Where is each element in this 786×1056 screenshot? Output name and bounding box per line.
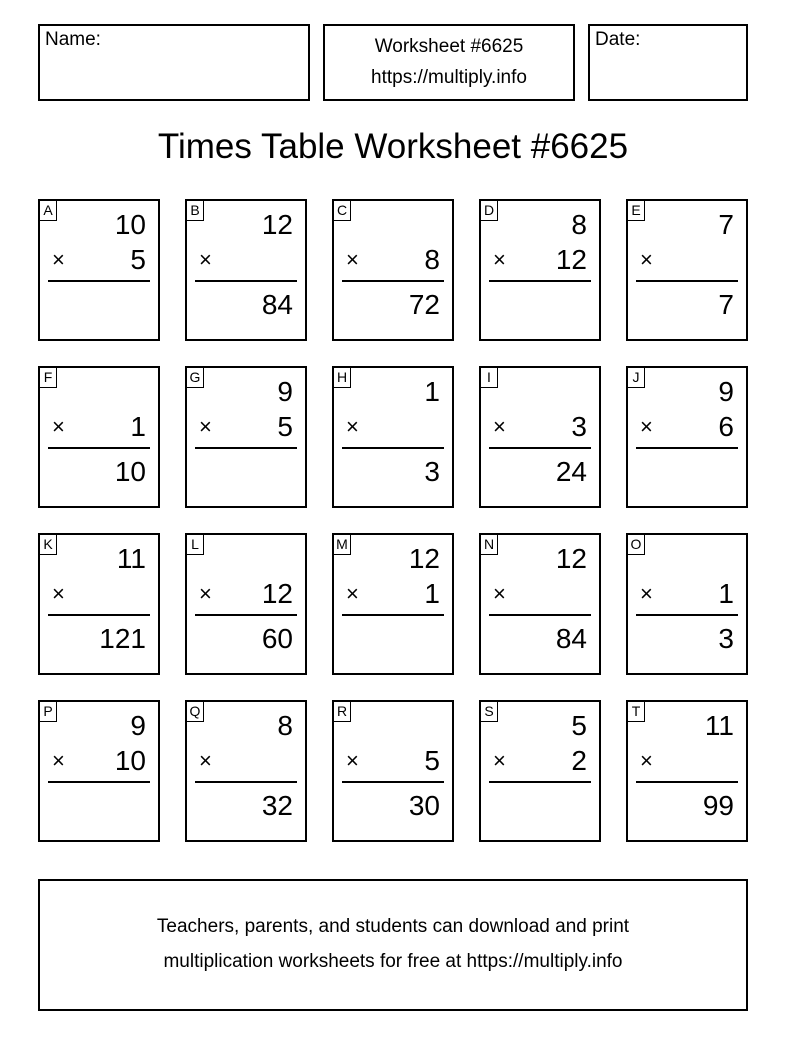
problem-box bbox=[626, 533, 748, 675]
footer-line-1: Teachers, parents, and students can download and print bbox=[156, 916, 630, 937]
problem-letter: O bbox=[627, 534, 645, 555]
problem-bottom-number: 1 bbox=[130, 411, 146, 442]
answer-rule bbox=[342, 614, 444, 616]
problem-box bbox=[185, 700, 307, 842]
problem-bottom-number: 1 bbox=[424, 578, 440, 609]
times-sign: × bbox=[640, 247, 653, 272]
problem-top-number: 11 bbox=[116, 543, 146, 574]
times-sign: × bbox=[199, 581, 212, 606]
times-sign: × bbox=[493, 748, 506, 773]
problem-bottom-number: 12 bbox=[555, 244, 587, 275]
times-sign: × bbox=[52, 247, 65, 272]
answer-rule bbox=[195, 280, 297, 282]
problem-box bbox=[626, 366, 748, 508]
times-sign: × bbox=[493, 581, 506, 606]
worksheet-number: Worksheet #6625 bbox=[374, 36, 524, 57]
problem-bottom-number: 2 bbox=[571, 745, 587, 776]
problem-answer[interactable]: 3 bbox=[424, 456, 440, 487]
answer-rule bbox=[636, 614, 738, 616]
problem-answer[interactable]: 24 bbox=[555, 456, 587, 487]
answer-rule bbox=[48, 447, 150, 449]
answer-rule bbox=[489, 614, 591, 616]
problem-letter: Q bbox=[186, 701, 204, 722]
times-sign: × bbox=[493, 247, 506, 272]
problem-top-number: 1 bbox=[424, 376, 440, 407]
name-field-box[interactable] bbox=[38, 24, 310, 101]
problem-box bbox=[332, 700, 454, 842]
answer-rule bbox=[489, 447, 591, 449]
problem-box bbox=[38, 700, 160, 842]
date-field-box[interactable] bbox=[588, 24, 748, 101]
problem-top-number: 9 bbox=[130, 710, 146, 741]
footer-line-2: multiplication worksheets for free at https://multiply.info bbox=[163, 951, 623, 972]
answer-rule bbox=[636, 781, 738, 783]
times-sign: × bbox=[346, 247, 359, 272]
answer-rule bbox=[48, 781, 150, 783]
problem-bottom-number: 6 bbox=[718, 411, 734, 442]
answer-rule bbox=[342, 447, 444, 449]
problem-letter: G bbox=[186, 367, 204, 388]
problem-box bbox=[479, 366, 601, 508]
problem-letter: D bbox=[480, 200, 498, 221]
problem-letter: H bbox=[333, 367, 351, 388]
problem-letter: E bbox=[627, 200, 645, 221]
problem-top-number: 7 bbox=[718, 209, 734, 240]
problem-answer[interactable]: 121 bbox=[99, 623, 146, 654]
problem-letter: C bbox=[333, 200, 351, 221]
problem-letter: K bbox=[39, 534, 57, 555]
problem-answer[interactable]: 3 bbox=[718, 623, 734, 654]
answer-rule bbox=[342, 280, 444, 282]
problem-bottom-number: 8 bbox=[424, 244, 440, 275]
problem-top-number: 8 bbox=[571, 209, 587, 240]
problem-letter: F bbox=[39, 367, 57, 388]
problem-box bbox=[479, 700, 601, 842]
problem-top-number: 12 bbox=[261, 209, 293, 240]
times-sign: × bbox=[52, 414, 65, 439]
problem-bottom-number: 12 bbox=[261, 578, 293, 609]
problem-answer[interactable]: 32 bbox=[261, 790, 293, 821]
problem-box bbox=[185, 366, 307, 508]
problem-top-number: 9 bbox=[718, 376, 734, 407]
problem-answer[interactable]: 84 bbox=[261, 289, 293, 320]
date-label: Date: bbox=[595, 29, 641, 50]
problem-bottom-number: 5 bbox=[130, 244, 146, 275]
times-sign: × bbox=[199, 247, 212, 272]
problem-box bbox=[626, 700, 748, 842]
times-sign: × bbox=[346, 748, 359, 773]
problem-letter: P bbox=[39, 701, 57, 722]
problem-answer[interactable]: 60 bbox=[261, 623, 293, 654]
problem-answer[interactable]: 72 bbox=[408, 289, 440, 320]
times-sign: × bbox=[640, 748, 653, 773]
answer-rule bbox=[48, 280, 150, 282]
times-sign: × bbox=[199, 748, 212, 773]
answer-rule bbox=[489, 280, 591, 282]
problem-box bbox=[38, 199, 160, 341]
problem-answer[interactable]: 10 bbox=[114, 456, 146, 487]
answer-rule bbox=[636, 447, 738, 449]
problem-letter: N bbox=[480, 534, 498, 555]
problem-letter: I bbox=[480, 367, 498, 388]
times-sign: × bbox=[52, 581, 65, 606]
problem-bottom-number: 10 bbox=[114, 745, 146, 776]
problem-box bbox=[185, 199, 307, 341]
times-sign: × bbox=[640, 581, 653, 606]
problem-box bbox=[185, 533, 307, 675]
problem-top-number: 11 bbox=[704, 710, 734, 741]
problem-answer[interactable]: 30 bbox=[408, 790, 440, 821]
problem-letter: T bbox=[627, 701, 645, 722]
problem-box bbox=[332, 199, 454, 341]
problem-letter: S bbox=[480, 701, 498, 722]
problem-letter: A bbox=[39, 200, 57, 221]
problem-box bbox=[479, 199, 601, 341]
times-sign: × bbox=[640, 414, 653, 439]
problem-box bbox=[626, 199, 748, 341]
problem-box bbox=[38, 366, 160, 508]
problem-bottom-number: 5 bbox=[424, 745, 440, 776]
times-sign: × bbox=[346, 581, 359, 606]
answer-rule bbox=[195, 447, 297, 449]
problem-answer[interactable]: 7 bbox=[718, 289, 734, 320]
problem-box bbox=[332, 366, 454, 508]
answer-rule bbox=[489, 781, 591, 783]
problem-top-number: 8 bbox=[277, 710, 293, 741]
worksheet-info-box bbox=[323, 24, 575, 101]
answer-rule bbox=[342, 781, 444, 783]
problem-box bbox=[38, 533, 160, 675]
problem-bottom-number: 1 bbox=[718, 578, 734, 609]
times-sign: × bbox=[493, 414, 506, 439]
problem-letter: M bbox=[333, 534, 351, 555]
footer-box bbox=[38, 879, 748, 1011]
answer-rule bbox=[636, 280, 738, 282]
problem-bottom-number: 5 bbox=[277, 411, 293, 442]
problem-top-number: 9 bbox=[277, 376, 293, 407]
page-title: Times Table Worksheet #6625 bbox=[157, 127, 629, 166]
times-sign: × bbox=[52, 748, 65, 773]
problem-top-number: 10 bbox=[114, 209, 146, 240]
problem-top-number: 12 bbox=[555, 543, 587, 574]
site-url: https://multiply.info bbox=[371, 67, 527, 88]
problem-top-number: 5 bbox=[571, 710, 587, 741]
problem-answer[interactable]: 99 bbox=[702, 790, 734, 821]
name-label: Name: bbox=[45, 29, 101, 50]
problem-box bbox=[332, 533, 454, 675]
problem-letter: R bbox=[333, 701, 351, 722]
times-sign: × bbox=[199, 414, 212, 439]
problem-letter: B bbox=[186, 200, 204, 221]
times-sign: × bbox=[346, 414, 359, 439]
answer-rule bbox=[195, 781, 297, 783]
problem-letter: J bbox=[627, 367, 645, 388]
answer-rule bbox=[195, 614, 297, 616]
problem-top-number: 12 bbox=[408, 543, 440, 574]
problem-bottom-number: 3 bbox=[571, 411, 587, 442]
answer-rule bbox=[48, 614, 150, 616]
problem-box bbox=[479, 533, 601, 675]
problem-answer[interactable]: 84 bbox=[555, 623, 587, 654]
problem-letter: L bbox=[186, 534, 204, 555]
